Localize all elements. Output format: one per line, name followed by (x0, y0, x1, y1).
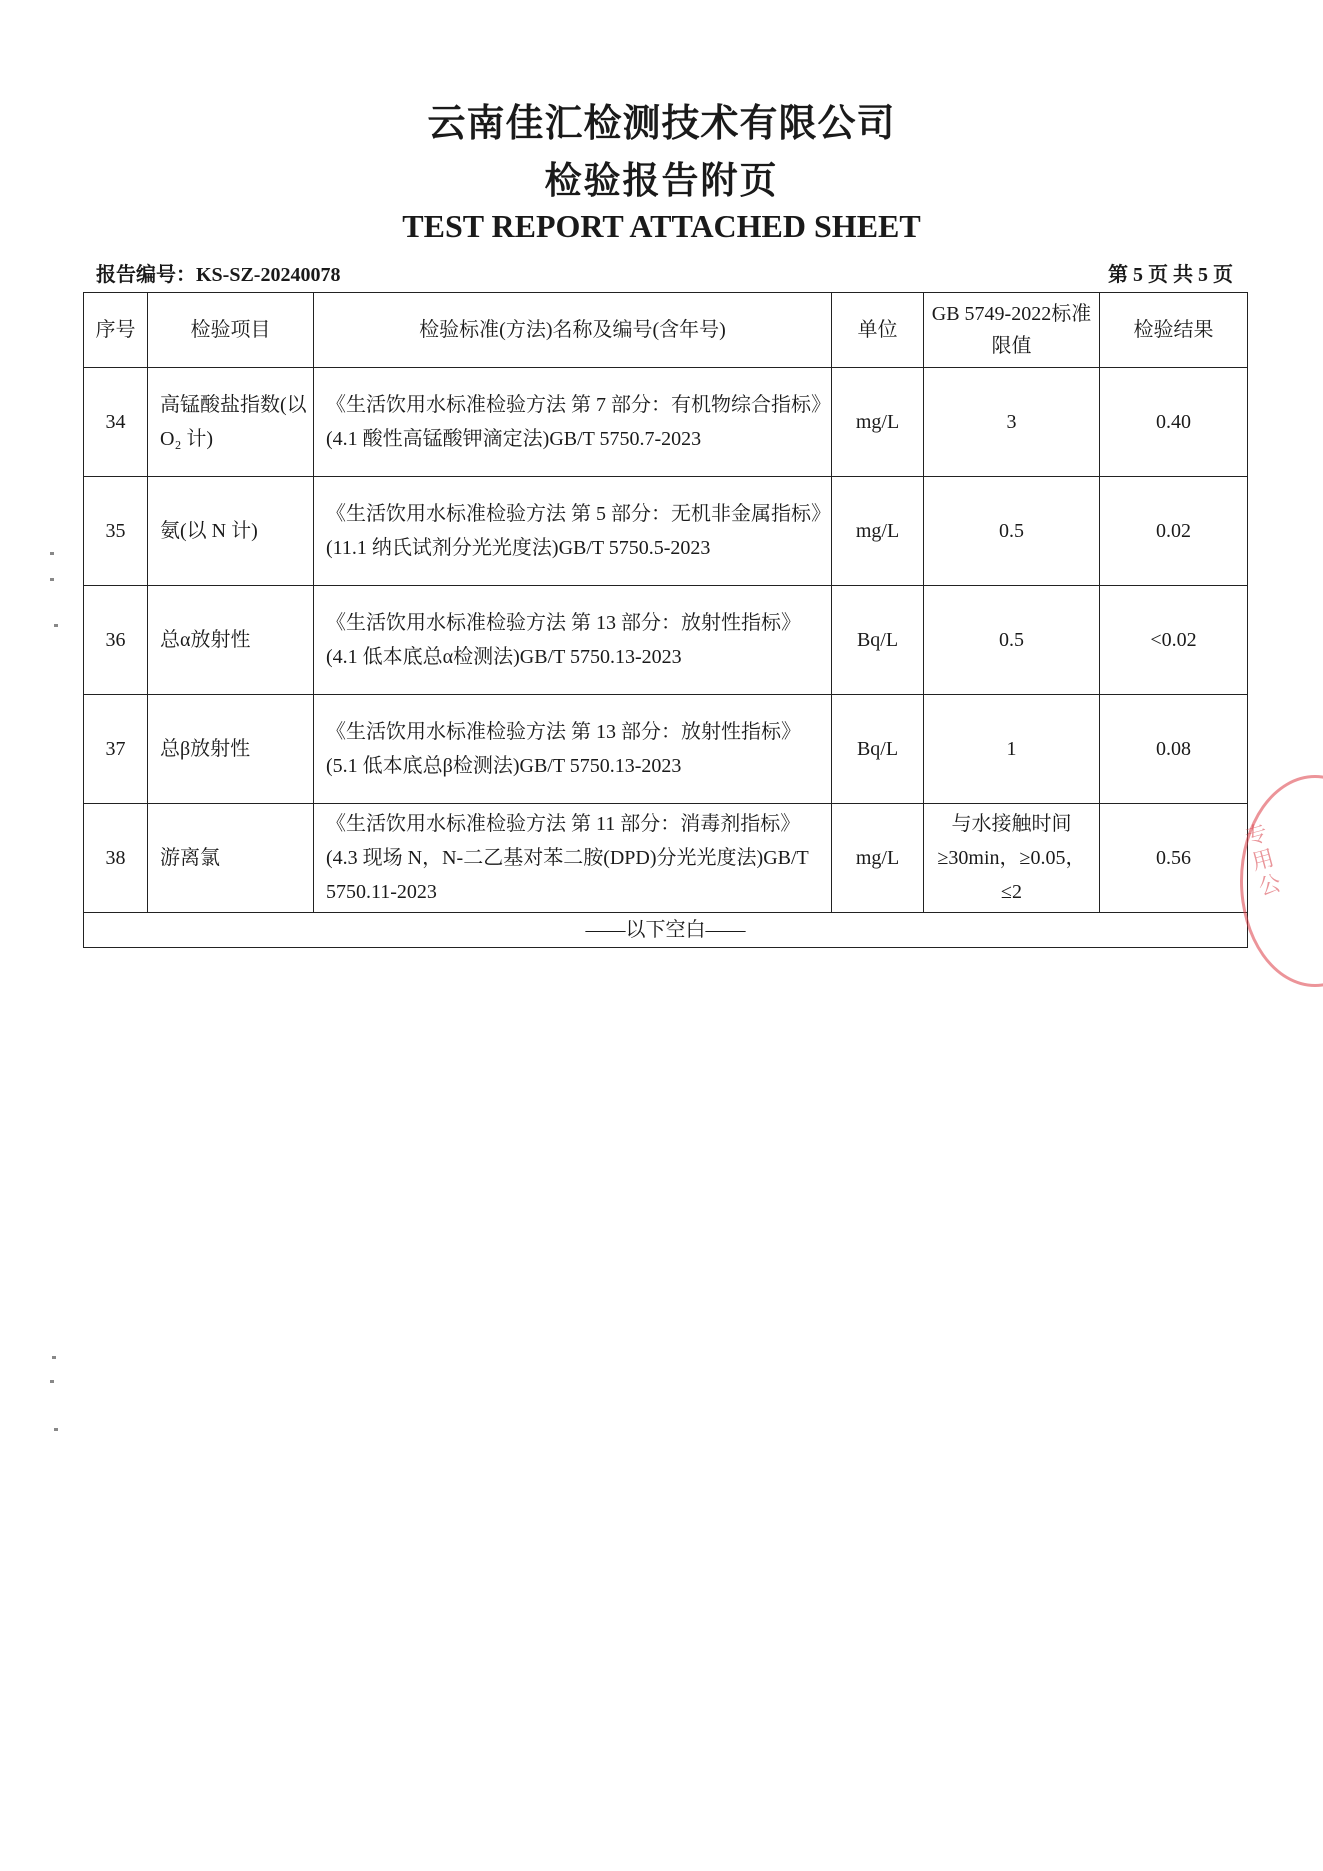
row-result: <0.02 (1100, 586, 1248, 695)
row-unit: mg/L (832, 804, 924, 913)
table-row (84, 368, 1248, 477)
row-item: 总β放射性 (148, 695, 314, 804)
row-seq: 36 (84, 586, 148, 695)
table-row (84, 586, 1248, 695)
scan-speck (50, 1380, 54, 1383)
row-method: 《生活饮用水标准检验方法 第 11 部分：消毒剂指标》(4.3 现场 N，N-二乙基对苯二胺(DPD)分光光度法)GB/T 5750.11-2023 (314, 804, 832, 913)
row-unit: mg/L (832, 477, 924, 586)
row-limit: 0.5 (924, 477, 1100, 586)
row-result: 0.02 (1100, 477, 1248, 586)
row-item: 氨(以 N 计) (148, 477, 314, 586)
page-info: 第 5 页 共 5 页 (1108, 264, 1233, 286)
row-limit: 1 (924, 695, 1100, 804)
company-name: 云南佳汇检测技术有限公司 (427, 101, 896, 145)
header-seq: 序号 (84, 293, 148, 368)
document-title: 检验报告附页 (544, 159, 779, 202)
row-unit: Bq/L (832, 586, 924, 695)
header-method: 检验标准(方法)名称及编号(含年号) (314, 293, 832, 368)
row-result: 0.40 (1100, 368, 1248, 477)
row-seq: 35 (84, 477, 148, 586)
header-unit: 单位 (832, 293, 924, 368)
seal-text: 专用公 (1242, 820, 1284, 901)
row-seq: 34 (84, 368, 148, 477)
row-method: 《生活饮用水标准检验方法 第 13 部分：放射性指标》(5.1 低本底总β检测法)GB/T 5750.13-2023 (314, 695, 832, 804)
report-number: 报告编号：KS-SZ-20240078 (96, 264, 341, 286)
header-item: 检验项目 (148, 293, 314, 368)
row-item: 游离氯 (148, 804, 314, 913)
row-unit: Bq/L (832, 695, 924, 804)
scan-speck (54, 624, 58, 627)
row-seq: 37 (84, 695, 148, 804)
row-limit: 与水接触时间≥30min，≥0.05，≤2 (924, 804, 1100, 913)
row-method: 《生活饮用水标准检验方法 第 5 部分：无机非金属指标》(11.1 纳氏试剂分光光度法)GB/T 5750.5-2023 (314, 477, 832, 586)
scan-speck (52, 1356, 56, 1359)
table-header-row (84, 293, 1248, 368)
test-results-table (83, 292, 1248, 948)
table-row (84, 804, 1248, 913)
row-result: 0.08 (1100, 695, 1248, 804)
scan-speck (50, 578, 54, 581)
end-note: ——以下空白—— (84, 913, 1248, 948)
row-item: 总α放射性 (148, 586, 314, 695)
row-seq: 38 (84, 804, 148, 913)
table-end-row (84, 913, 1248, 948)
row-method: 《生活饮用水标准检验方法 第 13 部分：放射性指标》(4.1 低本底总α检测法)GB/T 5750.13-2023 (314, 586, 832, 695)
scan-speck (54, 1428, 58, 1431)
scan-speck (50, 552, 54, 555)
row-unit: mg/L (832, 368, 924, 477)
header-result: 检验结果 (1100, 293, 1248, 368)
row-method: 《生活饮用水标准检验方法 第 7 部分：有机物综合指标》(4.1 酸性高锰酸钾滴定法)GB/T 5750.7-2023 (314, 368, 832, 477)
table-row (84, 477, 1248, 586)
row-result: 0.56 (1100, 804, 1248, 913)
row-limit: 0.5 (924, 586, 1100, 695)
header-limit: GB 5749-2022标准限值 (924, 293, 1100, 368)
row-item: 高锰酸盐指数(以 O₂ 计) (148, 368, 314, 477)
row-limit: 3 (924, 368, 1100, 477)
table-row (84, 695, 1248, 804)
document-title-en: TEST REPORT ATTACHED SHEET (402, 208, 921, 244)
